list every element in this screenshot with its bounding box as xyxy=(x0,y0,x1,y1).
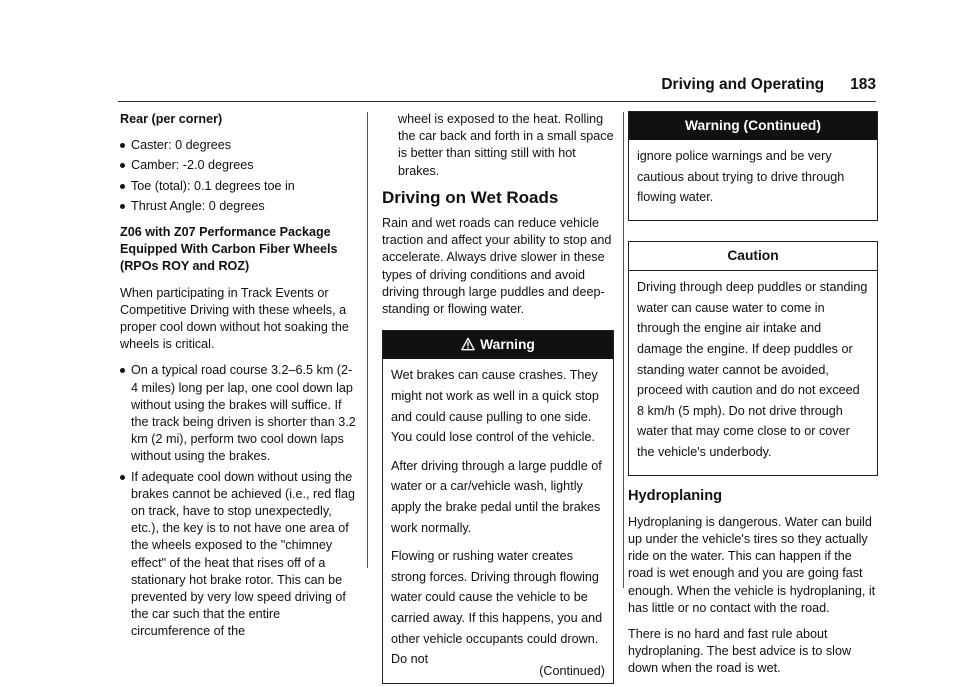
list-item: Camber: -2.0 degrees xyxy=(120,157,356,174)
warning-body xyxy=(383,359,613,682)
caution-header: Caution xyxy=(629,242,877,271)
z06-heading: Z06 with Z07 Performance Package Equipped With Carbon Fiber Wheels (RPOs ROY and ROZ) xyxy=(120,225,338,274)
warning-title: Warning xyxy=(480,337,535,353)
hydroplaning-heading: Hydroplaning xyxy=(628,487,723,504)
hydroplaning-paragraph: There is no hard and fast rule about hydroplaning. The best advice is to slow down when the road is wet. xyxy=(628,626,852,676)
column-divider-left xyxy=(367,112,368,568)
warning-continued-header: Warning (Continued) xyxy=(629,112,877,140)
warning-continued-body xyxy=(629,140,877,220)
warning-continued-box xyxy=(628,111,878,221)
list-item: Toe (total): 0.1 degrees toe in xyxy=(120,178,356,195)
column-divider-right xyxy=(623,112,624,588)
list-item: If adequate cool down without using the brakes cannot be achieved (i.e., red flag on track, have to stop unexpectedly, etc.), the key is to not have one area of the wheels exposed to the "chimney effect" of the heat that rises off of a stationary hot brake rotor. This can be prevented by very low speed driving of the car such that the entire circumference of the xyxy=(120,469,356,641)
column-3 xyxy=(628,111,878,687)
caution-box xyxy=(628,241,878,476)
caution-body xyxy=(629,271,877,474)
caution-text: Driving through deep puddles or standing water can cause water to come in through the engine air intake and damage the engine. If deep puddles or standing water cannot be avoided, proceed with caution and do not exceed 8 km/h (5 mph). Do not drive through water that may come close to or cover the vehicle's underbody. xyxy=(637,280,868,459)
list-item: On a typical road course 3.2–6.5 km (2-4 miles) long per lap, one cool down lap without using the brakes will suffice. If the track being driven is shorter than 3.2 km (2 mi), perform two cool down laps without using the brakes. xyxy=(120,362,356,465)
warning-box xyxy=(382,330,614,684)
warning-paragraph: After driving through a large puddle of water or a car/vehicle wash, lightly apply the brake pedal until the brakes work normally. xyxy=(391,458,602,535)
z06-intro: When participating in Track Events or Competitive Driving with these wheels, a proper cool down without hot soaking the wheels is critical. xyxy=(120,285,349,352)
warning-header xyxy=(383,331,613,359)
header-rule xyxy=(118,101,876,102)
continued-label: (Continued) xyxy=(539,663,605,678)
column-2 xyxy=(382,111,614,684)
rear-heading: Rear (per corner) xyxy=(120,112,223,126)
cooldown-list xyxy=(120,362,356,640)
page-number: 183 xyxy=(850,76,876,93)
warning-paragraph: Wet brakes can cause crashes. They might not work as well in a quick stop and could cause pulling to one side. You could lose control of the vehicle. xyxy=(391,368,599,445)
page-header xyxy=(661,76,876,94)
rear-spec-list xyxy=(120,137,356,215)
column-1 xyxy=(120,111,356,650)
warning-triangle-icon xyxy=(461,337,475,351)
continuation-text: wheel is exposed to the heat. Rolling the car back and forth in a small space is better than sitting still with hot brakes. xyxy=(398,112,614,178)
warning-paragraph: Flowing or rushing water creates strong forces. Driving through flowing water could cause the vehicle to be carried away. If this happens, you and other vehicle occupants could drown. Do not xyxy=(391,549,603,667)
wet-roads-paragraph: Rain and wet roads can reduce vehicle traction and affect your ability to stop and accelerate. Always drive slower in these types of driving conditions and avoid driving through large puddles and deep-standing or flowing water. xyxy=(382,216,612,317)
list-item: Thrust Angle: 0 degrees xyxy=(120,198,356,215)
wet-roads-heading: Driving on Wet Roads xyxy=(382,187,559,207)
warning-continued-text: ignore police warnings and be very cautious about trying to drive through flowing water. xyxy=(637,149,845,205)
section-title: Driving and Operating xyxy=(661,76,825,93)
hydroplaning-paragraph: Hydroplaning is dangerous. Water can build up under the vehicle's tires so they actually ride on the water. This can happen if the road is wet enough and you are going fast enough. When the vehicle is hydroplaning, it has little or no contact with the road. xyxy=(628,514,876,615)
list-item: Caster: 0 degrees xyxy=(120,137,356,154)
